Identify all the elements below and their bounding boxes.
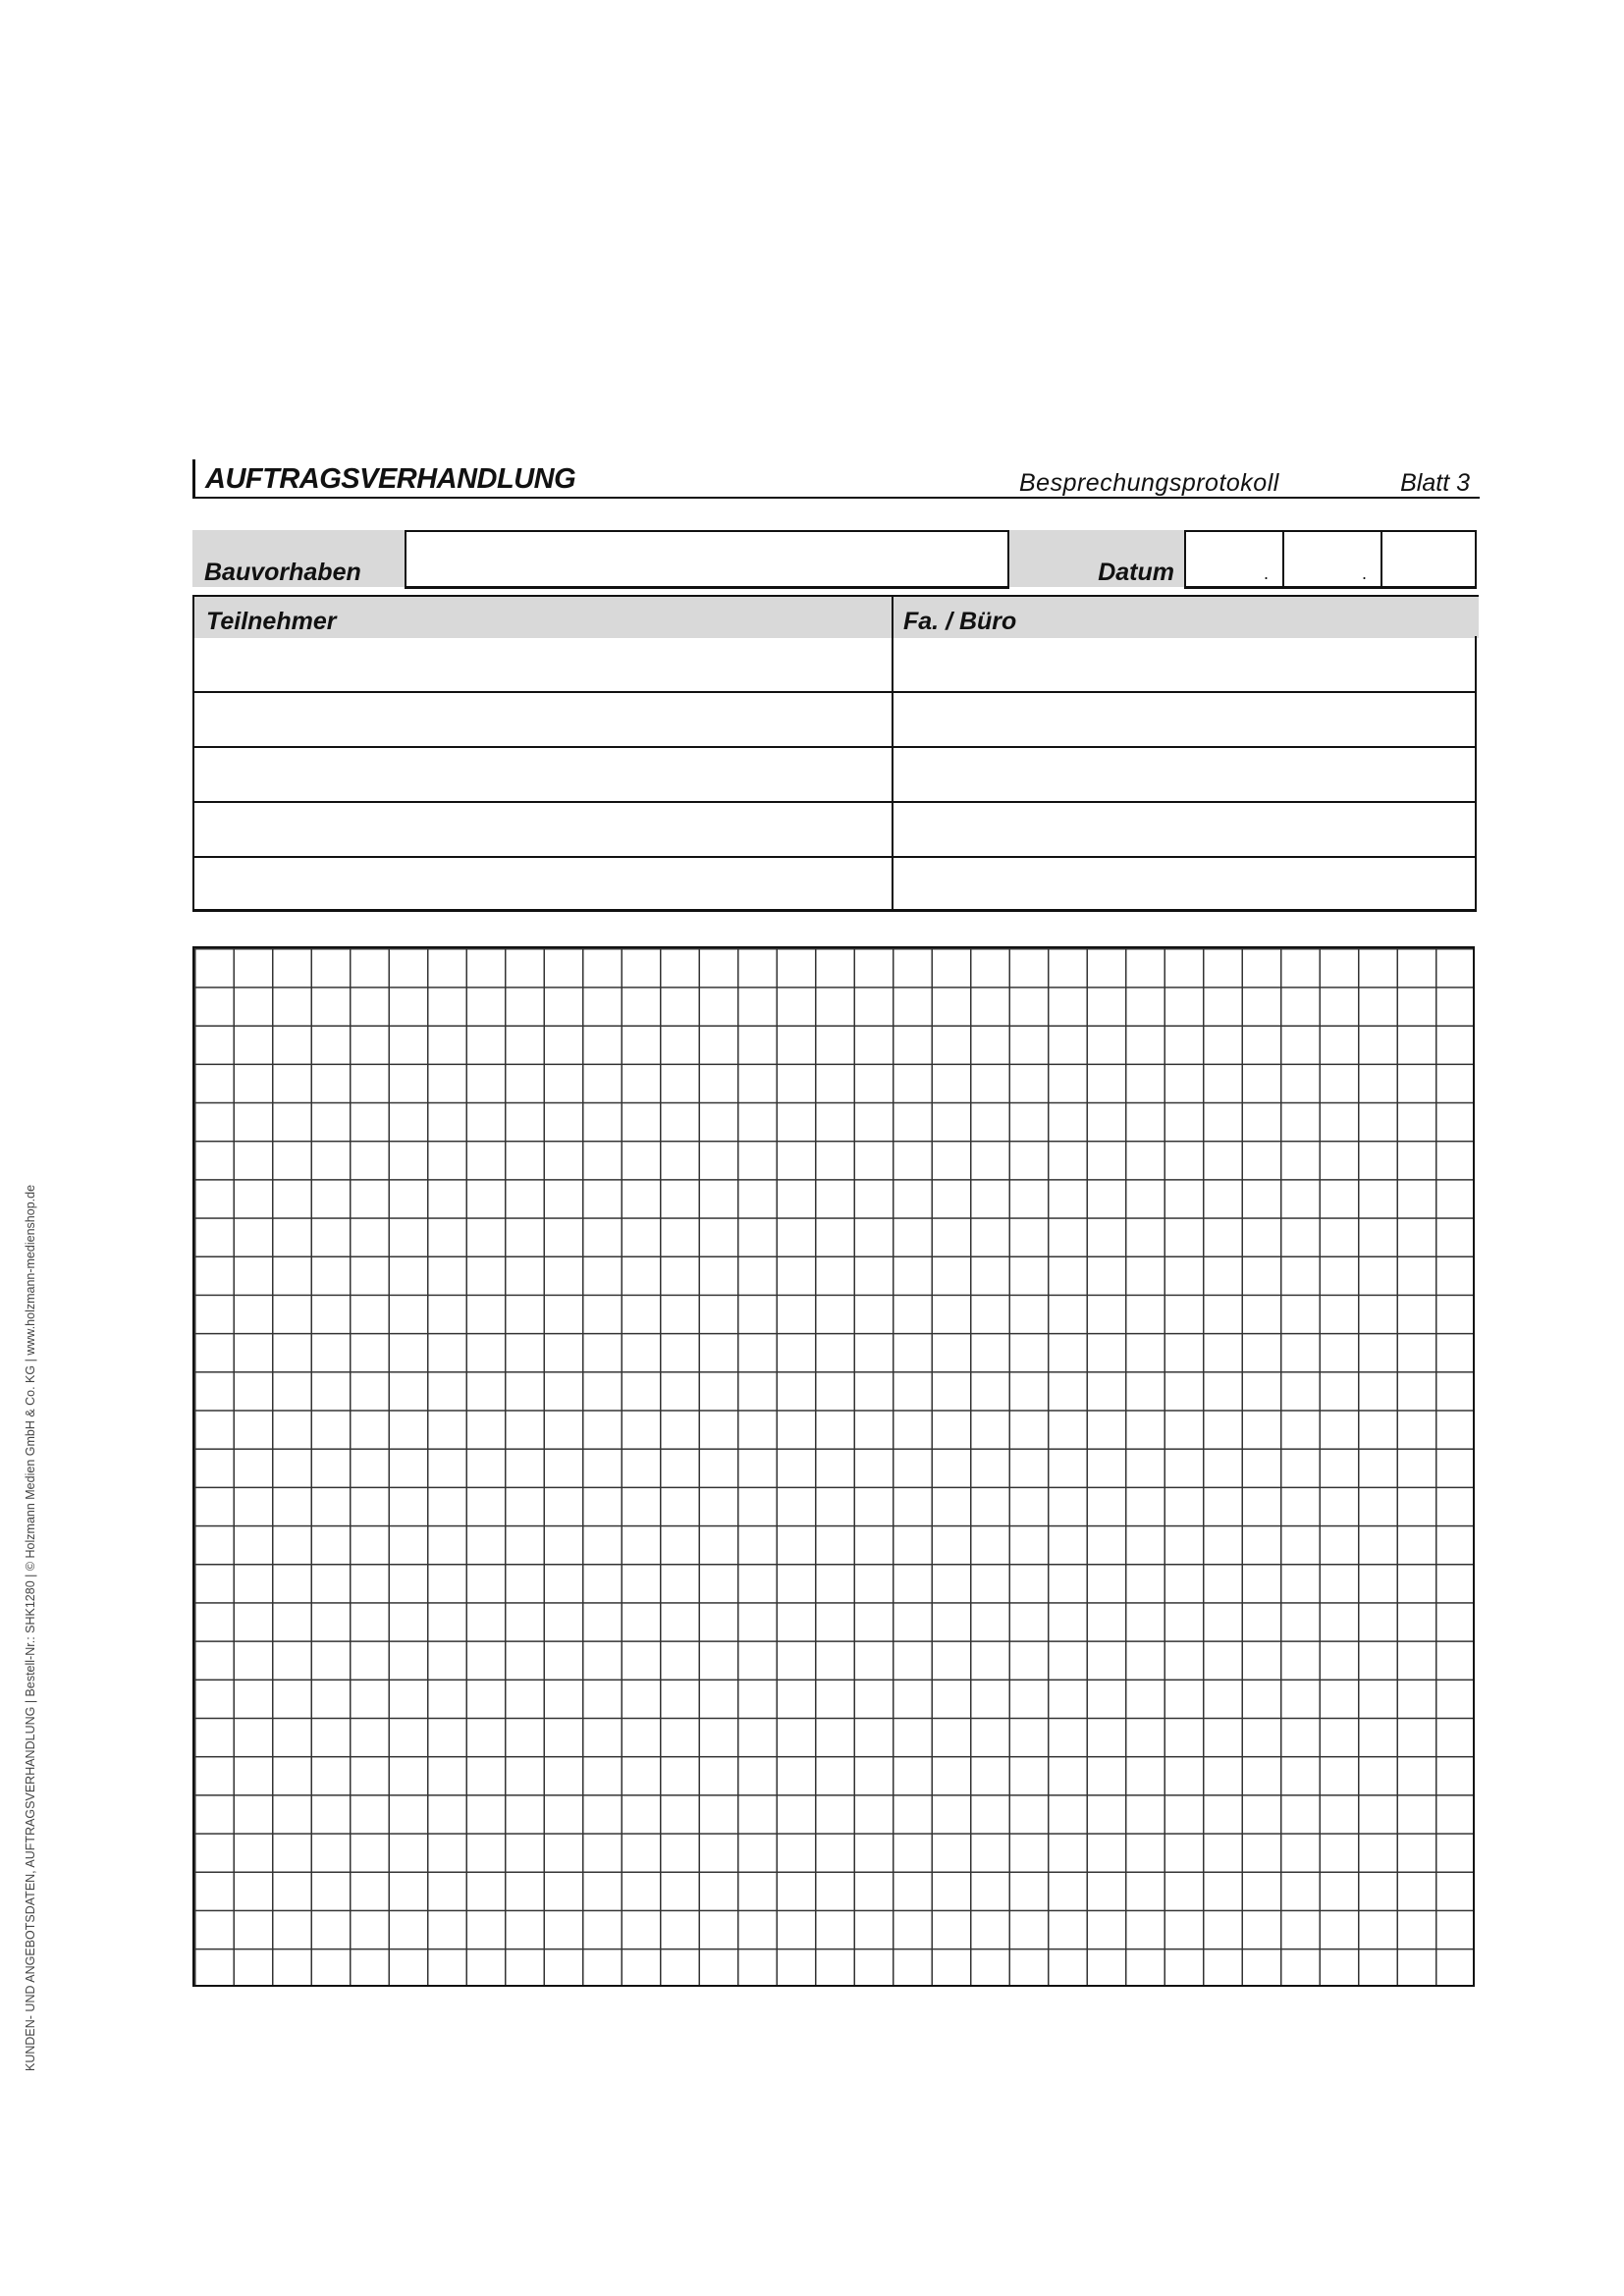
table-row-line — [192, 746, 1477, 748]
date-separator: . — [1361, 563, 1367, 583]
date-separator: . — [1263, 563, 1269, 583]
date-label: Datum — [1098, 559, 1174, 586]
table-column-divider — [892, 636, 893, 911]
table-border-right — [1475, 636, 1477, 911]
company-header — [892, 595, 1479, 638]
table-border-left — [192, 636, 194, 911]
form-header — [192, 459, 1480, 499]
date-label-cell — [1009, 530, 1184, 587]
participants-col-company: Fa. / Büro — [903, 608, 1017, 635]
date-month-field[interactable] — [1282, 530, 1382, 589]
participants-col-name: Teilnehmer — [206, 608, 337, 635]
project-label: Bauvorhaben — [204, 559, 361, 586]
project-input[interactable] — [405, 530, 1009, 589]
table-row-line — [192, 856, 1477, 858]
date-day-field[interactable] — [1184, 530, 1284, 589]
copyright-note: KUNDEN- UND ANGEBOTSDATEN, AUFTRAGSVERHANDLUNG | Bestell-Nr.: SHK1280 | © Holzmann Medien GmbH & Co. KG | www.holzmann-medienshop.de — [24, 1184, 37, 2071]
participants-body — [192, 636, 1477, 911]
project-label-cell — [192, 530, 405, 587]
project-date-row — [192, 530, 1477, 587]
table-row-line — [192, 801, 1477, 803]
notes-grid[interactable] — [192, 946, 1475, 1987]
date-year-field[interactable] — [1380, 530, 1477, 589]
table-bottom-border — [192, 909, 1477, 912]
participants-header — [192, 595, 893, 638]
form-subtitle: Besprechungsprotokoll — [1019, 469, 1279, 497]
sheet-number: Blatt 3 — [1400, 469, 1470, 497]
table-row-line — [192, 691, 1477, 693]
participants-table — [192, 595, 1477, 913]
form-title: AUFTRAGSVERHANDLUNG — [205, 463, 576, 495]
